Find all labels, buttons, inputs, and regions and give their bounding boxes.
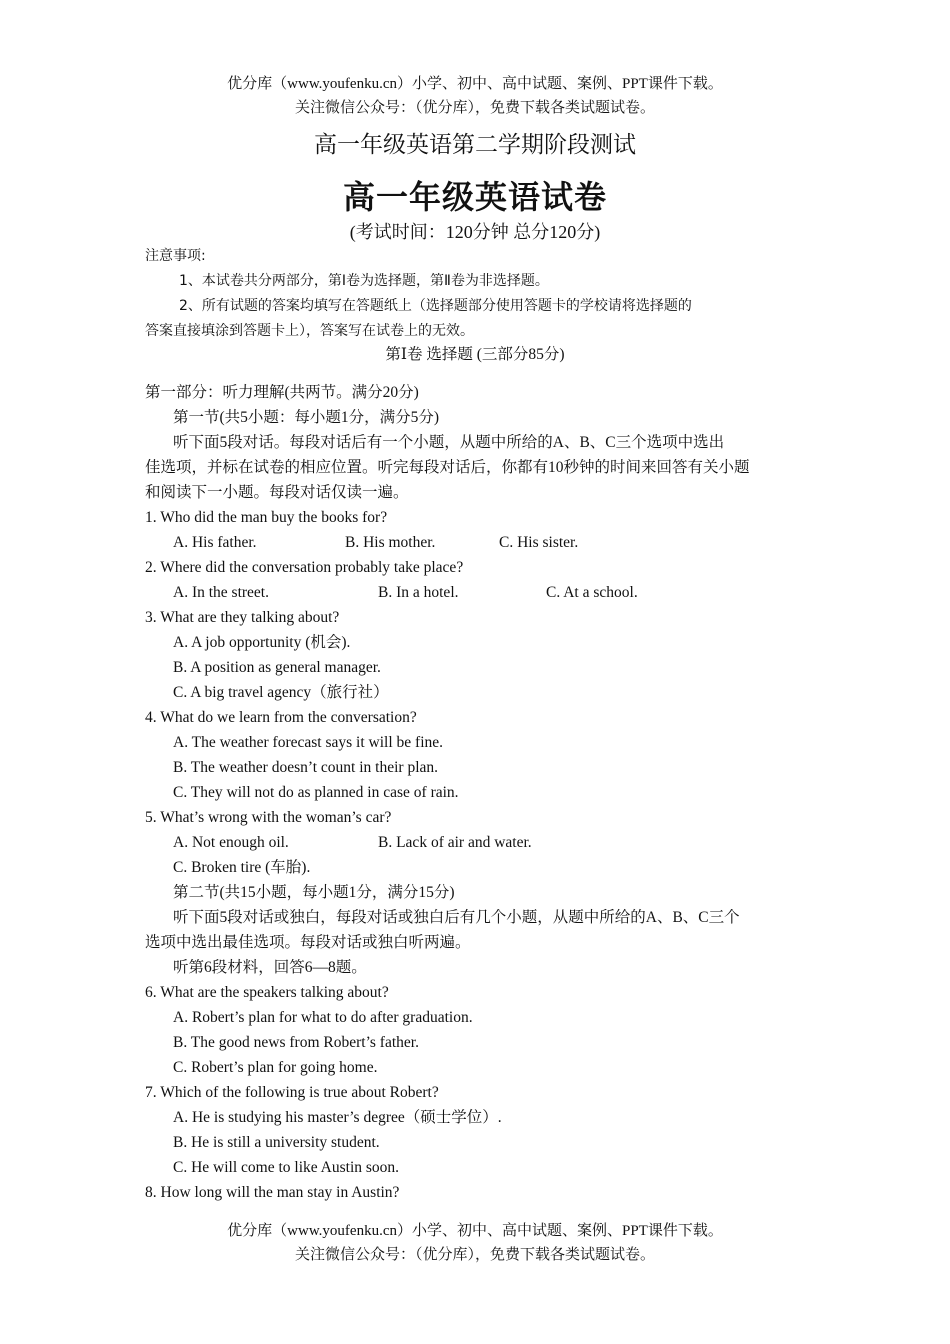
footer-line-1: 优分库（www.youfenku.cn）小学、初中、高中试题、案例、PPT课件下载。 xyxy=(227,1223,723,1239)
header-line-1: 优分库（www.youfenku.cn）小学、初中、高中试题、案例、PPT课件下载。 xyxy=(227,76,723,92)
question-2-options xyxy=(145,580,810,605)
sec2-instr-a: 听下面5段对话或独白，每段对话或独白后有几个小题，从题中所给的A、B、C三个 xyxy=(173,909,740,926)
question-3: 3. What are they talking about? xyxy=(145,609,340,626)
option-a: A. His father. xyxy=(173,534,257,551)
option-b: B. A position as general manager. xyxy=(173,659,381,676)
sec2-heading: 第二节(共15小题，每小题1分，满分15分) xyxy=(173,884,455,901)
question-1-options xyxy=(145,530,810,555)
section-title: 第Ⅰ卷 选择题 (三部分85分) xyxy=(385,346,565,363)
question-8: 8. How long will the man stay in Austin? xyxy=(145,1184,400,1201)
part1-block xyxy=(145,380,810,1205)
question-7: 7. Which of the following is true about Robert? xyxy=(145,1084,439,1101)
question-5: 5. What’s wrong with the woman’s car? xyxy=(145,809,392,826)
sec2-material: 听第6段材料，回答6—8题。 xyxy=(173,959,367,976)
sec2-instr-b: 选项中选出最佳选项。每段对话或独白听两遍。 xyxy=(145,934,471,951)
option-b: B. His mother. xyxy=(345,534,436,551)
option-a: A. He is studying his master’s degree（硕士学位）. xyxy=(173,1109,502,1126)
option-a: A. Robert’s plan for what to do after graduation. xyxy=(173,1009,473,1026)
option-c: C. They will not do as planned in case of rain. xyxy=(173,784,459,801)
notes-heading: 注意事项: xyxy=(145,248,206,264)
notes-block xyxy=(145,244,810,344)
question-5-options xyxy=(145,830,810,855)
question-2: 2. Where did the conversation probably take place? xyxy=(145,559,464,576)
sec1-instr-a: 听下面5段对话。每段对话后有一个小题，从题中所给的A、B、C三个选项中选出 xyxy=(173,434,725,451)
option-c: C. Robert’s plan for going home. xyxy=(173,1059,378,1076)
option-b: B. Lack of air and water. xyxy=(378,834,532,851)
option-a: A. In the street. xyxy=(173,584,269,601)
notes-item-2a: 2、所有试题的答案均填写在答题纸上（选择题部分使用答题卡的学校请将选择题的 xyxy=(179,298,692,314)
option-b: B. In a hotel. xyxy=(378,584,459,601)
option-b: B. He is still a university student. xyxy=(173,1134,380,1151)
option-a: A. A job opportunity (机会). xyxy=(173,634,351,651)
option-c: C. His sister. xyxy=(499,534,579,551)
option-c: C. A big travel agency（旅行社） xyxy=(173,684,389,701)
question-4: 4. What do we learn from the conversation? xyxy=(145,709,417,726)
option-c: C. He will come to like Austin soon. xyxy=(173,1159,400,1176)
footer-line-2: 关注微信公众号：（优分库），免费下载各类试题试卷。 xyxy=(294,1247,655,1263)
option-a: A. The weather forecast says it will be fine. xyxy=(173,734,444,751)
question-1: 1. Who did the man buy the books for? xyxy=(145,509,388,526)
part1-heading: 第一部分：听力理解(共两节。满分20分) xyxy=(145,384,419,401)
notes-item-2b: 答案直接填涂到答题卡上），答案写在试卷上的无效。 xyxy=(145,323,474,339)
exam-info: (考试时间：120分钟 总分120分) xyxy=(349,222,601,242)
exam-title: 高一年级英语试卷 xyxy=(342,178,607,216)
question-6: 6. What are the speakers talking about? xyxy=(145,984,389,1001)
exam-subtitle: 高一年级英语第二学期阶段测试 xyxy=(314,132,636,157)
sec1-heading: 第一节(共5小题：每小题1分，满分5分) xyxy=(173,409,440,426)
header-line-2: 关注微信公众号：（优分库），免费下载各类试题试卷。 xyxy=(294,100,655,116)
option-c: C. Broken tire (车胎). xyxy=(173,859,311,876)
sec1-instr-c: 和阅读下一小题。每段对话仅读一遍。 xyxy=(145,484,409,501)
sec1-instr-b: 佳选项，并标在试卷的相应位置。听完每段对话后，你都有10秒钟的时间来回答有关小题 xyxy=(145,459,750,476)
option-b: B. The good news from Robert’s father. xyxy=(173,1034,419,1051)
option-b: B. The weather doesn’t count in their plan. xyxy=(173,759,439,776)
option-a: A. Not enough oil. xyxy=(173,834,289,851)
notes-item-1: 1、本试卷共分两部分，第Ⅰ卷为选择题，第Ⅱ卷为非选择题。 xyxy=(179,273,549,289)
option-c: C. At a school. xyxy=(546,584,638,601)
